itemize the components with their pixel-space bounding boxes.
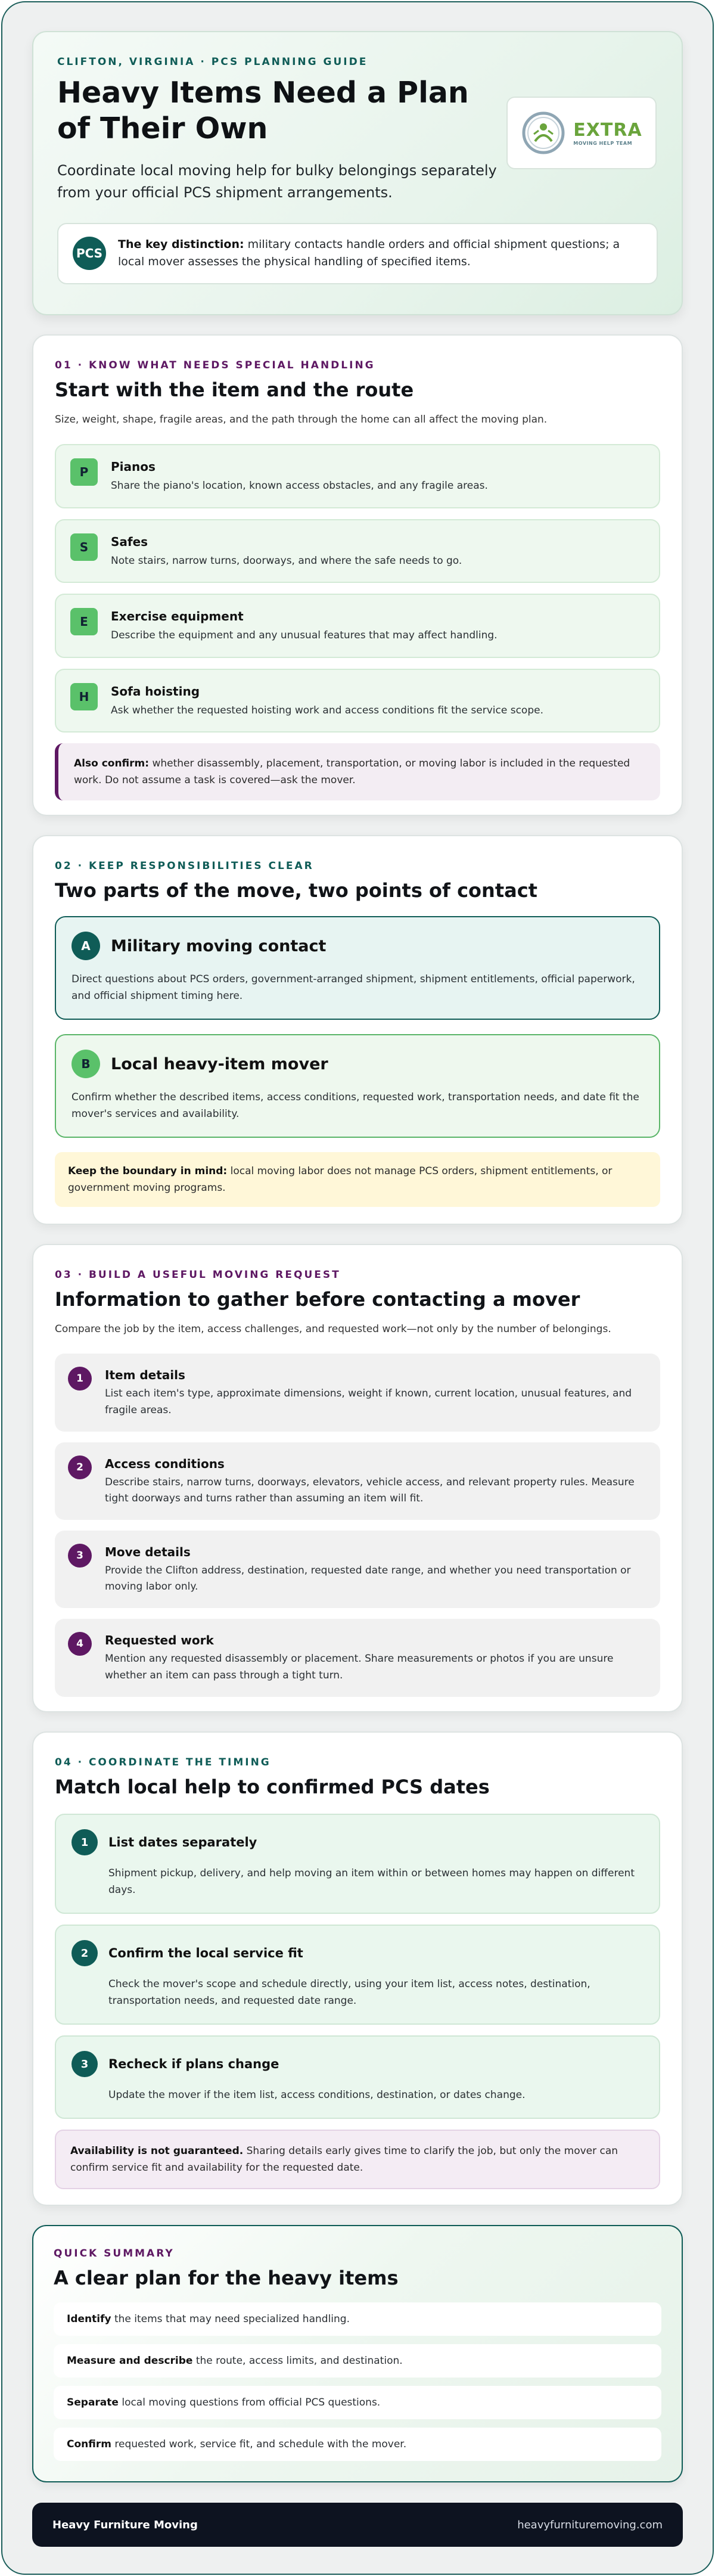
- summary-item: [54, 2344, 661, 2378]
- mover-logo-icon: [521, 110, 566, 156]
- brand-logo: [506, 97, 657, 169]
- summary-item-text: requested work, service fit, and schedule with the mover.: [111, 2438, 407, 2450]
- local-mover-box: [55, 1034, 660, 1138]
- contact-a-badge: A: [72, 932, 100, 960]
- section4-eyebrow: 04 · COORDINATE THE TIMING: [55, 1756, 271, 1768]
- section1-title: Start with the item and the route: [55, 378, 414, 401]
- pcs-badge: PCS: [73, 237, 106, 270]
- step-number: 1: [72, 1829, 98, 1855]
- contact-b-body: Confirm whether the described items, access conditions, requested work, transportation needs, and date fit the mover's services and availability.: [72, 1091, 639, 1121]
- section1-eyebrow: 01 · KNOW WHAT NEEDS SPECIAL HANDLING: [55, 359, 375, 371]
- item-title: Item details: [105, 1368, 185, 1383]
- quick-summary-card: [32, 2225, 683, 2482]
- footer-website-link[interactable]: heavyfurnituremoving.com: [517, 2518, 663, 2531]
- page-title: Heavy Items Need a Plan of Their Own: [57, 76, 469, 145]
- also-confirm-callout: [55, 743, 660, 800]
- item-title: Requested work: [105, 1633, 214, 1648]
- item-body: Note stairs, narrow turns, doorways, and where the safe needs to go.: [111, 554, 462, 567]
- contact-b-badge: B: [72, 1050, 100, 1078]
- callout-label: Keep the boundary in mind:: [68, 1165, 228, 1178]
- section2-title: Two parts of the move, two points of contact: [55, 879, 537, 902]
- list-item: [55, 669, 660, 733]
- list-item: [55, 444, 660, 508]
- logo-tagline: MOVING HELP TEAM: [573, 141, 633, 146]
- military-contact-box: [55, 916, 660, 1020]
- summary-item-label: Separate: [67, 2397, 119, 2409]
- summary-item-label: Measure and describe: [67, 2355, 193, 2367]
- item-title: Safes: [111, 534, 148, 549]
- step-body: Check the mover's scope and schedule directly, using your item list, access notes, destination, transportation needs, and requested date range.: [108, 1978, 590, 2007]
- step-title: Confirm the local service fit: [108, 1946, 303, 1961]
- section-moving-request: [32, 1244, 683, 1712]
- item-body: Describe the equipment and any unusual features that may affect handling.: [111, 629, 498, 642]
- callout-body: Sharing details early gives time to clarify the job, but only the mover can confirm service fit and availability for the requested date.: [70, 2145, 618, 2174]
- key-distinction-text: [118, 236, 642, 271]
- summary-item: [54, 2386, 661, 2419]
- logo-word: EXTRA: [573, 120, 642, 141]
- contact-a-body: Direct questions about PCS orders, government-arranged shipment, shipment entitlements, official paperwork, and official shipment timing here.: [72, 973, 635, 1003]
- step-number: 2: [72, 1940, 98, 1966]
- item-number: 1: [68, 1367, 92, 1391]
- item-body: Mention any requested disassembly or placement. Share measurements or photos if you are unsure whether an item can pass through a tight turn.: [105, 1653, 614, 1681]
- list-item: [55, 1619, 660, 1696]
- list-item: [55, 594, 660, 658]
- item-body: Share the piano's location, known access obstacles, and any fragile areas.: [111, 480, 488, 492]
- step-body: Shipment pickup, delivery, and help moving an item within or between homes may happen on different days.: [108, 1867, 635, 1897]
- summary-item-text: local moving questions from official PCS questions.: [118, 2397, 381, 2409]
- summary-item: [54, 2302, 661, 2336]
- section3-eyebrow: 03 · BUILD A USEFUL MOVING REQUEST: [55, 1269, 341, 1281]
- section2-eyebrow: 02 · KEEP RESPONSIBILITIES CLEAR: [55, 860, 314, 872]
- summary-item-label: Identify: [67, 2313, 111, 2325]
- boundary-callout: [55, 1152, 660, 1207]
- section3-title: Information to gather before contacting a mover: [55, 1288, 580, 1311]
- item-badge: E: [70, 608, 98, 635]
- item-title: Access conditions: [105, 1456, 225, 1471]
- callout-label: Also confirm:: [74, 758, 150, 770]
- hero-lead: Coordinate local moving help for bulky belongings separately from your official PCS shipment arrangements.: [57, 162, 497, 201]
- list-item: [55, 1354, 660, 1431]
- summary-item-text: the items that may need specialized handling.: [111, 2313, 350, 2325]
- item-badge: S: [70, 533, 98, 561]
- item-title: Move details: [105, 1545, 191, 1560]
- item-title: Sofa hoisting: [111, 684, 200, 699]
- section4-title: Match local help to confirmed PCS dates: [55, 1776, 490, 1798]
- key-distinction-body: military contacts handle orders and official shipment questions; a local mover assesses the physical handling of specified items.: [118, 237, 620, 269]
- step-body: Update the mover if the item list, access conditions, destination, or dates change.: [108, 2089, 526, 2102]
- section1-intro: Size, weight, shape, fragile areas, and the path through the home can all affect the moving plan.: [55, 414, 548, 426]
- section-timing: [32, 1731, 683, 2206]
- contact-b-title: Local heavy-item mover: [111, 1054, 328, 1073]
- summary-item-label: Confirm: [67, 2438, 111, 2450]
- contact-a-title: Military moving contact: [111, 936, 327, 955]
- item-number: 4: [68, 1632, 92, 1656]
- callout-body: whether disassembly, placement, transportation, or moving labor is included in the requested work. Do not assume a task is covered—ask the mover.: [74, 758, 630, 787]
- item-number: 3: [68, 1544, 92, 1568]
- site-footer: [32, 2503, 683, 2547]
- step-title: List dates separately: [108, 1835, 257, 1849]
- list-item: [55, 1442, 660, 1520]
- list-item: [55, 519, 660, 584]
- section-special-handling: [32, 334, 683, 816]
- section3-intro: Compare the job by the item, access challenges, and requested work—not only by the number of belongings.: [55, 1323, 611, 1335]
- step-number: 3: [72, 2051, 98, 2077]
- item-number: 2: [68, 1455, 92, 1479]
- step-title: Recheck if plans change: [108, 2057, 279, 2072]
- item-badge: H: [70, 683, 98, 710]
- item-title: Exercise equipment: [111, 609, 244, 624]
- section-responsibilities: [32, 835, 683, 1225]
- item-body: Ask whether the requested hoisting work and access conditions fit the service scope.: [111, 704, 543, 716]
- item-body: List each item's type, approximate dimensions, weight if known, current location, unusual features, and fragile areas.: [105, 1388, 632, 1416]
- timing-step: [55, 1814, 660, 1914]
- item-badge: P: [70, 458, 98, 486]
- item-body: Provide the Clifton address, destination, requested date range, and whether you need transportation or moving labor only.: [105, 1565, 631, 1593]
- list-item: [55, 1531, 660, 1608]
- callout-body: local moving labor does not manage PCS orders, shipment entitlements, or government moving programs.: [68, 1165, 613, 1194]
- hero-card: [32, 31, 683, 315]
- timing-step: [55, 2035, 660, 2119]
- summary-item-text: the route, access limits, and destination.: [192, 2355, 403, 2367]
- callout-label: Availability is not guaranteed.: [70, 2145, 244, 2158]
- summary-title: A clear plan for the heavy items: [54, 2267, 399, 2289]
- timing-step: [55, 1925, 660, 2025]
- key-distinction-box: [57, 223, 658, 284]
- item-title: Pianos: [111, 460, 156, 474]
- key-distinction-label: The key distinction:: [118, 237, 244, 251]
- summary-eyebrow: QUICK SUMMARY: [54, 2248, 175, 2260]
- page-frame: [1, 1, 714, 2575]
- footer-brand: Heavy Furniture Moving: [52, 2518, 198, 2531]
- summary-item: [54, 2428, 661, 2461]
- item-body: Describe stairs, narrow turns, doorways, elevators, vehicle access, and relevant property rules. Measure tight doorways and turns rather than assuming an item will fit.: [105, 1476, 635, 1504]
- hero-eyebrow: CLIFTON, VIRGINIA · PCS PLANNING GUIDE: [57, 56, 368, 68]
- availability-callout: [55, 2130, 660, 2189]
